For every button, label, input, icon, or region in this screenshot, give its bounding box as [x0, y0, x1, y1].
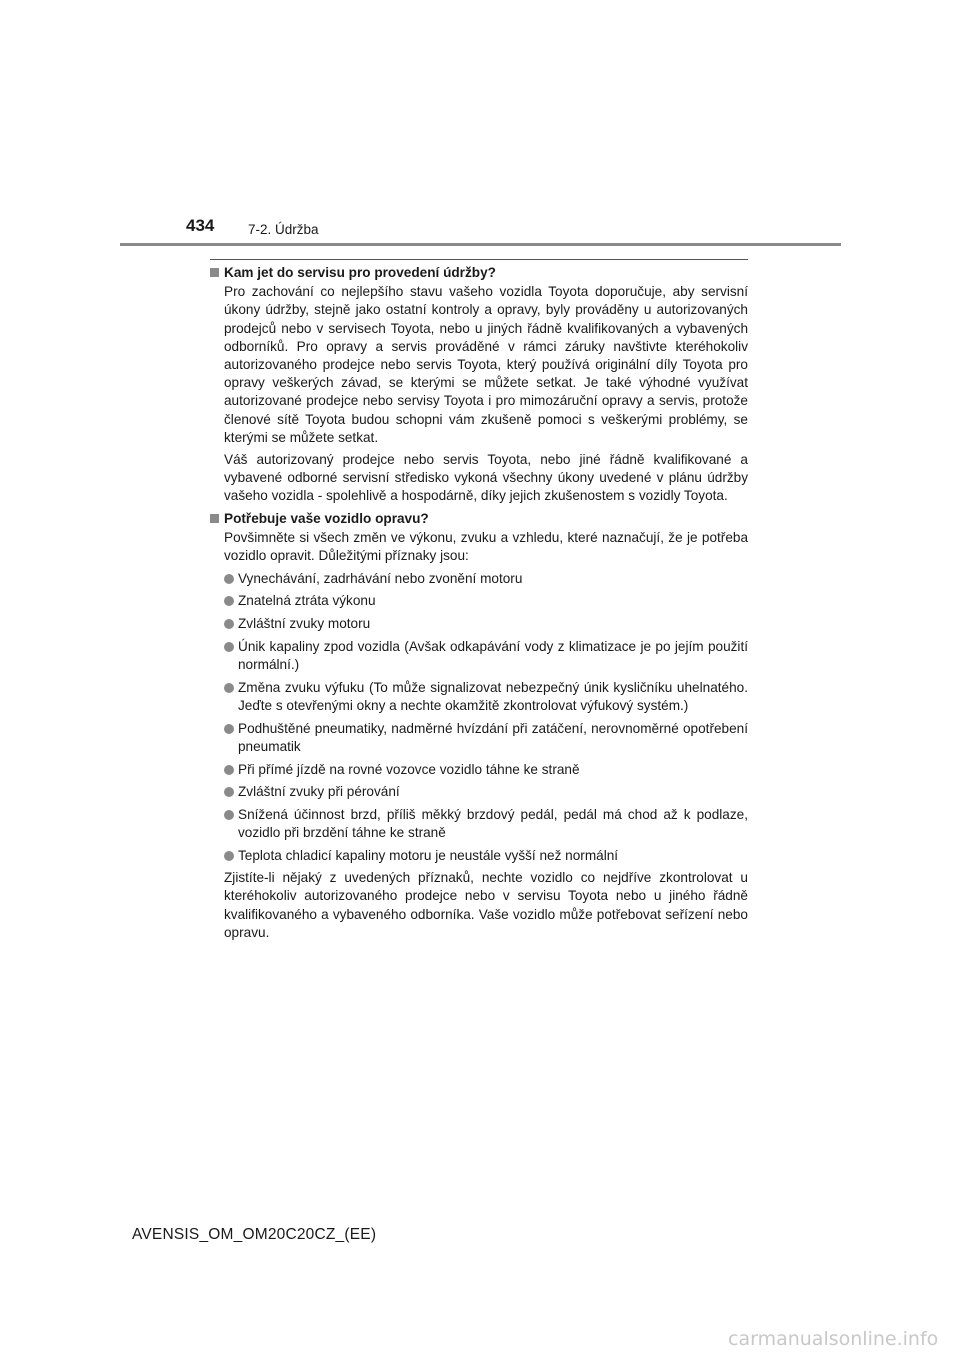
page-number: 434	[186, 216, 215, 235]
list-item-text: Při přímé jízdě na rovné vozovce vozidlo táhne ke straně	[238, 761, 580, 777]
section-heading	[210, 264, 748, 282]
body-paragraph: Pro zachování co nejlepšího stavu vašeho vozidla Toyota doporučuje, aby servisní úkony údržby, stejně jako ostatní kontroly a opravy, byly prováděny u autorizovaných prodejců nebo v servisech Toyota, nebo u jiných řádně kvalifikovaných a vybavených odborníků. Pro opravy a servis prováděné v rámci záruky navštivte kteréhokoliv autorizovaného prodejce nebo servis Toyota, který používá originální díly Toyota pro opravy veškerých závad, se kterými se můžete setkat. Je také výhodné využívat autorizované prodejce nebo servisy Toyota i pro mimozáruční opravy a servis, protože členové sítě Toyota budou schopni vám zkušeně pomoci s veškerými problémy, se kterými se můžete setkat.	[224, 284, 748, 445]
list-item	[224, 806, 748, 842]
circle-bullet-icon	[224, 642, 234, 652]
symptom-list	[210, 570, 748, 865]
square-bullet-icon	[210, 268, 219, 277]
list-item	[224, 847, 748, 865]
list-item	[224, 615, 748, 633]
list-item	[224, 783, 748, 801]
list-item-text: Teplota chladicí kapaliny motoru je neustále vyšší než normální	[238, 847, 619, 863]
intro-paragraph: Povšimněte si všech změn ve výkonu, zvuku a vzhledu, které naznačují, že je potřeba vozidlo opravit. Důležitými příznaky jsou:	[224, 529, 748, 564]
square-bullet-icon	[210, 514, 219, 523]
list-item	[224, 761, 748, 779]
circle-bullet-icon	[224, 619, 234, 629]
list-item-text: Znatelná ztráta výkonu	[238, 593, 376, 609]
circle-bullet-icon	[224, 810, 234, 820]
list-item	[224, 570, 748, 588]
list-item	[224, 592, 748, 610]
section-heading-text: Potřebuje vaše vozidlo opravu?	[224, 510, 429, 526]
list-item-text: Únik kapaliny zpod vozidla (Avšak odkapávání vody z klimatizace je po jejím použití normální.)	[238, 638, 748, 673]
circle-bullet-icon	[224, 787, 234, 797]
footer-document-code: AVENSIS_OM_OM20C20CZ_(EE)	[132, 1226, 377, 1243]
closing-paragraph: Zjistíte-li nějaký z uvedených příznaků, nechte vozidlo co nejdříve zkontrolovat u kteréhokoliv autorizovaného prodejce nebo v servisu Toyota nebo u jiného řádně kvalifikovaného a vybaveného odborníka. Vaše vozidlo může potřebovat seřízení nebo opravu.	[224, 870, 748, 940]
circle-bullet-icon	[224, 851, 234, 861]
body-paragraph: Váš autorizovaný prodejce nebo servis Toyota, nebo jiné řádně kvalifikované a vybavené odborné servisní středisko vykoná všechny úkony uvedené v plánu údržby vašeho vozidla - spolehlivě a hospodárně, díky jejich zkušenostem s vozidly Toyota.	[224, 452, 748, 504]
header-rule	[120, 243, 841, 246]
section-heading	[210, 510, 748, 528]
section-needs-repair	[210, 510, 748, 942]
list-item	[224, 720, 748, 756]
circle-bullet-icon	[224, 596, 234, 606]
list-item-text: Zvláštní zvuky motoru	[238, 616, 371, 632]
list-item-text: Snížená účinnost brzd, příliš měkký brzdový pedál, pedál má chod až k podlaze, vozidlo při brzdění táhne ke straně	[238, 806, 748, 841]
main-content	[210, 264, 748, 942]
section-label: 7-2. Údržba	[248, 222, 319, 237]
section-service-location	[210, 264, 748, 506]
list-item-text: Podhuštěné pneumatiky, nadměrné hvízdání při zatáčení, nerovnoměrné opotřebení pneumatik	[238, 720, 748, 754]
circle-bullet-icon	[224, 724, 234, 734]
circle-bullet-icon	[224, 574, 234, 584]
watermark: carmanualsonline.info	[728, 1328, 939, 1350]
list-item-text: Změna zvuku výfuku (To může signalizovat nebezpečný únik kysličníku uhelnatého. Jeďte s otevřenými okny a nechte okamžitě zkontrolovat výfukový systém.)	[238, 679, 748, 713]
section-heading-text: Kam jet do servisu pro provedení údržby?	[224, 265, 496, 280]
circle-bullet-icon	[224, 683, 234, 693]
circle-bullet-icon	[224, 765, 234, 775]
content-top-rule	[210, 259, 748, 260]
list-item	[224, 679, 748, 715]
list-item-text: Zvláštní zvuky při pérování	[238, 784, 400, 800]
list-item-text: Vynechávání, zadrhávání nebo zvonění motoru	[238, 570, 523, 586]
list-item	[224, 638, 748, 674]
